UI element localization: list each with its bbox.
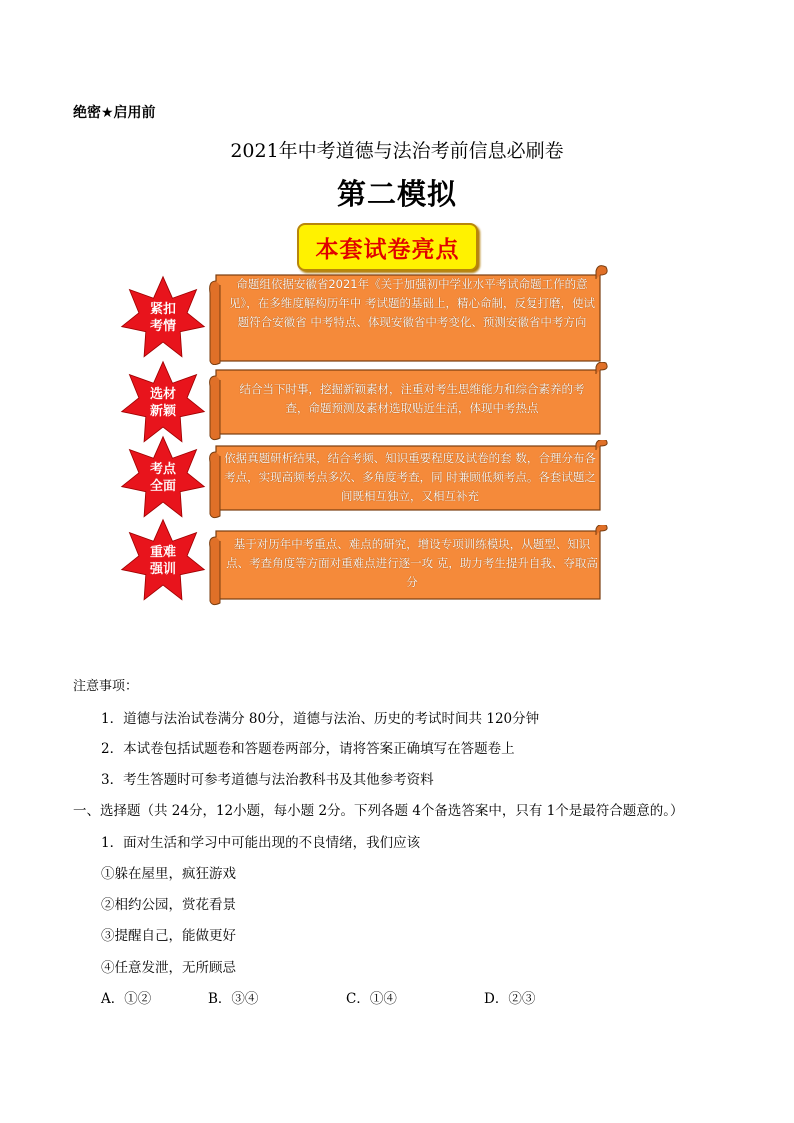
- notes-title: 注意事项：: [73, 679, 139, 694]
- highlight-text-4: 基于对历年中考重点、难点的研究，增设专项训练模块，从题型、知识点、考查角度等方面对重难点进行逐一攻 克，助力考生提升自我、夺取高分: [226, 537, 598, 589]
- exam-subtitle: 第二模拟: [336, 177, 457, 211]
- option-d: D．②③: [484, 991, 536, 1007]
- star-label-line1: 选材: [149, 387, 176, 402]
- highlights-banner: [297, 223, 478, 271]
- star-label-line2: 新颖: [149, 404, 176, 419]
- note-item-2: 2．本试卷包括试题卷和答题卷两部分，请将答案正确填写在答题卷上: [101, 741, 515, 757]
- note-item-1: 1．道德与法治试卷满分 80分，道德与法治、历史的考试时间共 120分钟: [101, 711, 540, 727]
- highlight-scroll-4: [208, 525, 610, 607]
- star-label-line2: 强训: [149, 562, 176, 577]
- secret-mark: 绝密★启用前: [73, 105, 156, 121]
- star-label-line2: 全面: [149, 479, 176, 494]
- highlight-scroll-1: [208, 265, 610, 365]
- star-badge-2: [120, 360, 206, 446]
- highlights-banner-text: 本套试卷亮点: [315, 235, 460, 263]
- statement-3: ③提醒自己，能做更好: [101, 928, 236, 944]
- statement-4: ④任意发泄，无所顾忌: [101, 960, 236, 976]
- star-label-line1: 紧扣: [149, 302, 176, 317]
- highlight-scroll-3: [208, 440, 610, 520]
- highlight-text-3: 依据真题研析结果，结合考频、知识重要程度及试卷的套 数，合理分布各考点，实现高频考点多次、多角度考查，同 时兼顾低频考点。各套试题之间既相互独立，又相互补充: [224, 451, 596, 503]
- exam-title: 2021年中考道德与法治考前信息必刷卷: [230, 140, 564, 162]
- highlight-scroll-2: [208, 362, 610, 442]
- option-b: B．③④: [208, 991, 259, 1007]
- option-c: C．①④: [346, 991, 397, 1007]
- star-badge-1: [120, 275, 206, 361]
- star-label-line1: 重难: [149, 545, 176, 560]
- note-item-3: 3．考生答题时可参考道德与法治教科书及其他参考资料: [101, 772, 434, 788]
- highlight-text-1: 命题组依据安徽省2021年《关于加强初中学业水平考试命题工作的意见》，在多维度解构历年中 考试题的基础上，精心命制，反复打磨，使试题符合安徽省 中考特点、体现安徽省中考变化、预测安徽省中考方向: [229, 277, 595, 329]
- option-a: A．①②: [101, 991, 152, 1007]
- star-badge-4: [120, 518, 206, 604]
- star-badge-3: [120, 435, 206, 521]
- highlight-text-2: 结合当下时事，挖掘新颖素材，注重对考生思维能力和综合素养的考查，命题预测及素材选取贴近生活，体现中考热点: [239, 382, 585, 415]
- question-stem: 1．面对生活和学习中可能出现的不良情绪，我们应该: [101, 835, 421, 851]
- star-label-line2: 考情: [149, 319, 176, 334]
- statement-1: ①躲在屋里，疯狂游戏: [101, 866, 236, 882]
- star-label-line1: 考点: [149, 462, 176, 477]
- statement-2: ②相约公园，赏花看景: [101, 897, 236, 913]
- section-heading: 一、选择题（共 24分，12小题，每小题 2分。下列各题 4个备选答案中，只有 1个是最符合题意的。）: [73, 803, 684, 819]
